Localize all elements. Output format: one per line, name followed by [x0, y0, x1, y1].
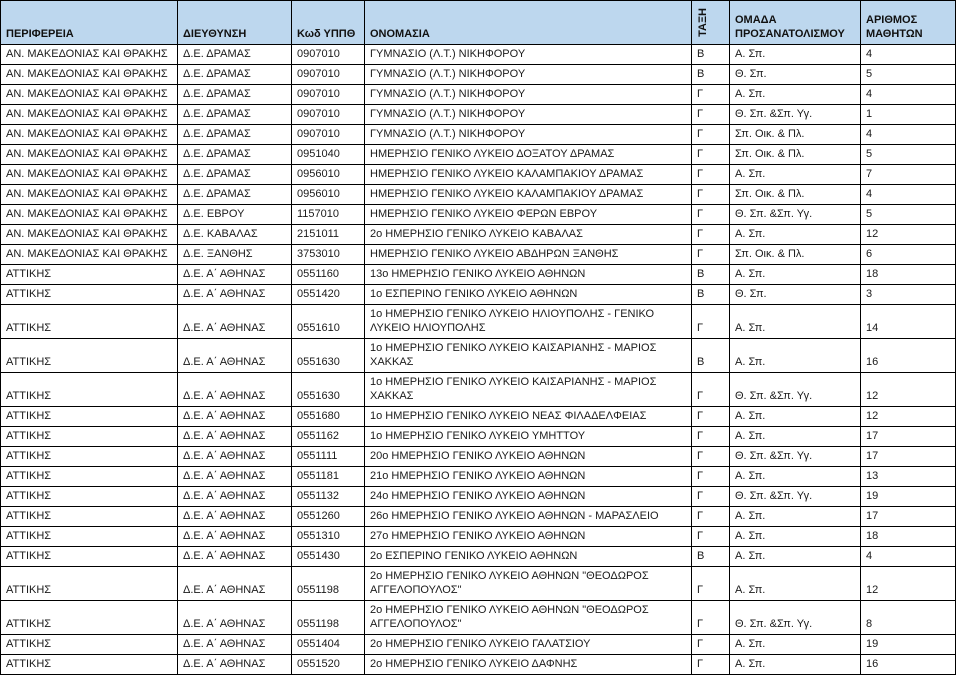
cell-directorate: Δ.Ε. Α΄ ΑΘΗΝΑΣ: [178, 407, 292, 427]
cell-student-count: 4: [861, 85, 956, 105]
cell-directorate: Δ.Ε. Α΄ ΑΘΗΝΑΣ: [178, 339, 292, 373]
cell-orientation-group: Σπ. Οικ. & Πλ.: [730, 125, 861, 145]
table-row: [1, 601, 956, 635]
cell-class: Β: [692, 45, 730, 65]
cell-student-count: 18: [861, 527, 956, 547]
cell-name: ΓΥΜΝΑΣΙΟ (Λ.Τ.) ΝΙΚΗΦΟΡΟΥ: [365, 65, 692, 85]
cell-code: 0551404: [292, 635, 365, 655]
cell-code: 0551310: [292, 527, 365, 547]
cell-student-count: 3: [861, 285, 956, 305]
cell-name: 21ο ΗΜΕΡΗΣΙΟ ΓΕΝΙΚΟ ΛΥΚΕΙΟ ΑΘΗΝΩΝ: [365, 467, 692, 487]
cell-code: 0956010: [292, 185, 365, 205]
table-row: [1, 205, 956, 225]
cell-orientation-group: Σπ. Οικ. & Πλ.: [730, 185, 861, 205]
cell-directorate: Δ.Ε. Α΄ ΑΘΗΝΑΣ: [178, 373, 292, 407]
table-row: [1, 339, 956, 373]
table-row: [1, 527, 956, 547]
cell-name: ΓΥΜΝΑΣΙΟ (Λ.Τ.) ΝΙΚΗΦΟΡΟΥ: [365, 85, 692, 105]
table-row: [1, 635, 956, 655]
cell-code: 0907010: [292, 85, 365, 105]
cell-student-count: 18: [861, 265, 956, 285]
header-class-label: ΤΑΞΗ: [697, 8, 709, 37]
cell-class: Γ: [692, 567, 730, 601]
table-row: [1, 45, 956, 65]
cell-orientation-group: Α. Σπ.: [730, 45, 861, 65]
header-directorate: ΔΙΕΥΘΥΝΣΗ: [178, 1, 292, 45]
table-row: [1, 145, 956, 165]
cell-student-count: 19: [861, 635, 956, 655]
cell-code: 0907010: [292, 125, 365, 145]
cell-class: Γ: [692, 601, 730, 635]
cell-orientation-group: Θ. Σπ. &Σπ. Υγ.: [730, 447, 861, 467]
cell-region: ΑΤΤΙΚΗΣ: [1, 427, 178, 447]
table-body: [1, 45, 956, 675]
table-row: [1, 245, 956, 265]
cell-directorate: Δ.Ε. ΔΡΑΜΑΣ: [178, 145, 292, 165]
cell-region: ΑΤΤΙΚΗΣ: [1, 467, 178, 487]
cell-code: 3753010: [292, 245, 365, 265]
cell-directorate: Δ.Ε. Α΄ ΑΘΗΝΑΣ: [178, 567, 292, 601]
cell-code: 0551111: [292, 447, 365, 467]
table-row: [1, 265, 956, 285]
cell-region: ΑΤΤΙΚΗΣ: [1, 407, 178, 427]
cell-orientation-group: Θ. Σπ. &Σπ. Υγ.: [730, 601, 861, 635]
cell-directorate: Δ.Ε. ΔΡΑΜΑΣ: [178, 45, 292, 65]
cell-directorate: Δ.Ε. ΕΒΡΟΥ: [178, 205, 292, 225]
cell-name: ΗΜΕΡΗΣΙΟ ΓΕΝΙΚΟ ΛΥΚΕΙΟ ΑΒΔΗΡΩΝ ΞΑΝΘΗΣ: [365, 245, 692, 265]
cell-name: 2ο ΗΜΕΡΗΣΙΟ ΓΕΝΙΚΟ ΛΥΚΕΙΟ ΓΑΛΑΤΣΙΟΥ: [365, 635, 692, 655]
cell-code: 0551680: [292, 407, 365, 427]
cell-region: ΑΤΤΙΚΗΣ: [1, 339, 178, 373]
cell-code: 0551160: [292, 265, 365, 285]
cell-student-count: 17: [861, 427, 956, 447]
cell-student-count: 12: [861, 407, 956, 427]
cell-student-count: 17: [861, 447, 956, 467]
cell-student-count: 12: [861, 225, 956, 245]
cell-name: 1ο ΗΜΕΡΗΣΙΟ ΓΕΝΙΚΟ ΛΥΚΕΙΟ ΚΑΙΣΑΡΙΑΝΗΣ - ΜΑΡΙΟΣ ΧΑΚΚΑΣ: [365, 339, 692, 373]
cell-orientation-group: Α. Σπ.: [730, 635, 861, 655]
header-code: Κωδ ΥΠΠΘ: [292, 1, 365, 45]
cell-orientation-group: Σπ. Οικ. & Πλ.: [730, 245, 861, 265]
cell-region: ΑΤΤΙΚΗΣ: [1, 373, 178, 407]
table-row: [1, 655, 956, 675]
cell-class: Γ: [692, 427, 730, 447]
table-row: [1, 105, 956, 125]
cell-directorate: Δ.Ε. Α΄ ΑΘΗΝΑΣ: [178, 635, 292, 655]
cell-directorate: Δ.Ε. ΔΡΑΜΑΣ: [178, 65, 292, 85]
header-orientation-group: ΟΜΑΔΑ ΠΡΟΣΑΝΑΤΟΛΙΣΜΟΥ: [730, 1, 861, 45]
cell-directorate: Δ.Ε. Α΄ ΑΘΗΝΑΣ: [178, 487, 292, 507]
cell-orientation-group: Θ. Σπ. &Σπ. Υγ.: [730, 487, 861, 507]
cell-code: 0551430: [292, 547, 365, 567]
cell-code: 0551630: [292, 373, 365, 407]
cell-class: Γ: [692, 487, 730, 507]
cell-orientation-group: Θ. Σπ.: [730, 65, 861, 85]
cell-student-count: 4: [861, 125, 956, 145]
cell-class: Β: [692, 547, 730, 567]
cell-region: ΑΝ. ΜΑΚΕΔΟΝΙΑΣ ΚΑΙ ΘΡΑΚΗΣ: [1, 225, 178, 245]
cell-region: ΑΤΤΙΚΗΣ: [1, 527, 178, 547]
cell-directorate: Δ.Ε. Α΄ ΑΘΗΝΑΣ: [178, 467, 292, 487]
table-row: [1, 447, 956, 467]
cell-region: ΑΤΤΙΚΗΣ: [1, 265, 178, 285]
cell-code: 0951040: [292, 145, 365, 165]
cell-class: Β: [692, 339, 730, 373]
cell-student-count: 4: [861, 185, 956, 205]
cell-class: Γ: [692, 507, 730, 527]
cell-region: ΑΤΤΙΚΗΣ: [1, 507, 178, 527]
table-header-row: [1, 1, 956, 45]
cell-student-count: 8: [861, 601, 956, 635]
cell-orientation-group: Σπ. Οικ. & Πλ.: [730, 145, 861, 165]
cell-code: 0551630: [292, 339, 365, 373]
cell-student-count: 14: [861, 305, 956, 339]
cell-code: 0907010: [292, 65, 365, 85]
cell-code: 0907010: [292, 105, 365, 125]
cell-orientation-group: Α. Σπ.: [730, 527, 861, 547]
cell-region: ΑΝ. ΜΑΚΕΔΟΝΙΑΣ ΚΑΙ ΘΡΑΚΗΣ: [1, 45, 178, 65]
cell-orientation-group: Α. Σπ.: [730, 467, 861, 487]
cell-code: 0551520: [292, 655, 365, 675]
table-row: [1, 407, 956, 427]
cell-name: 2ο ΗΜΕΡΗΣΙΟ ΓΕΝΙΚΟ ΛΥΚΕΙΟ ΑΘΗΝΩΝ "ΘΕΟΔΩΡΟΣ ΑΓΓΕΛΟΠΟΥΛΟΣ": [365, 601, 692, 635]
table-row: [1, 567, 956, 601]
cell-name: ΓΥΜΝΑΣΙΟ (Λ.Τ.) ΝΙΚΗΦΟΡΟΥ: [365, 125, 692, 145]
cell-student-count: 13: [861, 467, 956, 487]
cell-class: Β: [692, 285, 730, 305]
cell-student-count: 5: [861, 205, 956, 225]
cell-code: 0551198: [292, 601, 365, 635]
cell-region: ΑΝ. ΜΑΚΕΔΟΝΙΑΣ ΚΑΙ ΘΡΑΚΗΣ: [1, 205, 178, 225]
cell-orientation-group: Α. Σπ.: [730, 655, 861, 675]
cell-orientation-group: Α. Σπ.: [730, 547, 861, 567]
cell-directorate: Δ.Ε. ΔΡΑΜΑΣ: [178, 125, 292, 145]
table-row: [1, 467, 956, 487]
table-row: [1, 427, 956, 447]
cell-class: Γ: [692, 407, 730, 427]
table-row: [1, 547, 956, 567]
cell-student-count: 7: [861, 165, 956, 185]
cell-code: 0551420: [292, 285, 365, 305]
header-class: [692, 1, 730, 45]
cell-class: Β: [692, 65, 730, 85]
cell-orientation-group: Α. Σπ.: [730, 85, 861, 105]
cell-student-count: 16: [861, 339, 956, 373]
cell-region: ΑΤΤΙΚΗΣ: [1, 635, 178, 655]
cell-student-count: 1: [861, 105, 956, 125]
cell-name: 13ο ΗΜΕΡΗΣΙΟ ΓΕΝΙΚΟ ΛΥΚΕΙΟ ΑΘΗΝΩΝ: [365, 265, 692, 285]
cell-student-count: 5: [861, 65, 956, 85]
cell-name: 1ο ΕΣΠΕΡΙΝΟ ΓΕΝΙΚΟ ΛΥΚΕΙΟ ΑΘΗΝΩΝ: [365, 285, 692, 305]
cell-orientation-group: Α. Σπ.: [730, 407, 861, 427]
cell-code: 0956010: [292, 165, 365, 185]
cell-region: ΑΝ. ΜΑΚΕΔΟΝΙΑΣ ΚΑΙ ΘΡΑΚΗΣ: [1, 165, 178, 185]
cell-orientation-group: Α. Σπ.: [730, 225, 861, 245]
cell-directorate: Δ.Ε. Α΄ ΑΘΗΝΑΣ: [178, 427, 292, 447]
cell-code: 0551260: [292, 507, 365, 527]
cell-region: ΑΝ. ΜΑΚΕΔΟΝΙΑΣ ΚΑΙ ΘΡΑΚΗΣ: [1, 105, 178, 125]
cell-orientation-group: Α. Σπ.: [730, 427, 861, 447]
cell-region: ΑΝ. ΜΑΚΕΔΟΝΙΑΣ ΚΑΙ ΘΡΑΚΗΣ: [1, 125, 178, 145]
cell-class: Γ: [692, 205, 730, 225]
cell-code: 0551610: [292, 305, 365, 339]
cell-directorate: Δ.Ε. ΔΡΑΜΑΣ: [178, 85, 292, 105]
header-name: ΟΝΟΜΑΣΙΑ: [365, 1, 692, 45]
cell-code: 0551181: [292, 467, 365, 487]
cell-class: Γ: [692, 527, 730, 547]
cell-code: 2151011: [292, 225, 365, 245]
cell-class: Γ: [692, 373, 730, 407]
cell-orientation-group: Α. Σπ.: [730, 265, 861, 285]
cell-class: Γ: [692, 145, 730, 165]
cell-directorate: Δ.Ε. Α΄ ΑΘΗΝΑΣ: [178, 265, 292, 285]
cell-name: ΗΜΕΡΗΣΙΟ ΓΕΝΙΚΟ ΛΥΚΕΙΟ ΔΟΞΑΤΟΥ ΔΡΑΜΑΣ: [365, 145, 692, 165]
table-row: [1, 373, 956, 407]
table-row: [1, 185, 956, 205]
cell-name: ΗΜΕΡΗΣΙΟ ΓΕΝΙΚΟ ΛΥΚΕΙΟ ΚΑΛΑΜΠΑΚΙΟΥ ΔΡΑΜΑΣ: [365, 165, 692, 185]
table-row: [1, 225, 956, 245]
cell-directorate: Δ.Ε. Α΄ ΑΘΗΝΑΣ: [178, 285, 292, 305]
cell-orientation-group: Α. Σπ.: [730, 339, 861, 373]
table-row: [1, 165, 956, 185]
cell-directorate: Δ.Ε. Α΄ ΑΘΗΝΑΣ: [178, 447, 292, 467]
cell-orientation-group: Θ. Σπ. &Σπ. Υγ.: [730, 373, 861, 407]
cell-name: 2ο ΗΜΕΡΗΣΙΟ ΓΕΝΙΚΟ ΛΥΚΕΙΟ ΔΑΦΝΗΣ: [365, 655, 692, 675]
cell-name: 26ο ΗΜΕΡΗΣΙΟ ΓΕΝΙΚΟ ΛΥΚΕΙΟ ΑΘΗΝΩΝ - ΜΑΡΑΣΛΕΙΟ: [365, 507, 692, 527]
cell-region: ΑΤΤΙΚΗΣ: [1, 567, 178, 601]
cell-name: ΗΜΕΡΗΣΙΟ ΓΕΝΙΚΟ ΛΥΚΕΙΟ ΚΑΛΑΜΠΑΚΙΟΥ ΔΡΑΜΑΣ: [365, 185, 692, 205]
cell-class: Γ: [692, 635, 730, 655]
cell-directorate: Δ.Ε. Α΄ ΑΘΗΝΑΣ: [178, 655, 292, 675]
table-row: [1, 65, 956, 85]
cell-directorate: Δ.Ε. ΔΡΑΜΑΣ: [178, 165, 292, 185]
cell-class: Γ: [692, 185, 730, 205]
cell-student-count: 12: [861, 567, 956, 601]
cell-orientation-group: Α. Σπ.: [730, 507, 861, 527]
cell-class: Γ: [692, 125, 730, 145]
cell-code: 0551162: [292, 427, 365, 447]
cell-class: Β: [692, 265, 730, 285]
cell-name: 1ο ΗΜΕΡΗΣΙΟ ΓΕΝΙΚΟ ΛΥΚΕΙΟ ΚΑΙΣΑΡΙΑΝΗΣ - ΜΑΡΙΟΣ ΧΑΚΚΑΣ: [365, 373, 692, 407]
cell-name: 2ο ΕΣΠΕΡΙΝΟ ΓΕΝΙΚΟ ΛΥΚΕΙΟ ΑΘΗΝΩΝ: [365, 547, 692, 567]
cell-class: Γ: [692, 225, 730, 245]
cell-directorate: Δ.Ε. Α΄ ΑΘΗΝΑΣ: [178, 547, 292, 567]
cell-name: 24ο ΗΜΕΡΗΣΙΟ ΓΕΝΙΚΟ ΛΥΚΕΙΟ ΑΘΗΝΩΝ: [365, 487, 692, 507]
cell-class: Γ: [692, 655, 730, 675]
cell-orientation-group: Α. Σπ.: [730, 305, 861, 339]
cell-name: 27ο ΗΜΕΡΗΣΙΟ ΓΕΝΙΚΟ ΛΥΚΕΙΟ ΑΘΗΝΩΝ: [365, 527, 692, 547]
cell-directorate: Δ.Ε. Α΄ ΑΘΗΝΑΣ: [178, 601, 292, 635]
cell-name: ΓΥΜΝΑΣΙΟ (Λ.Τ.) ΝΙΚΗΦΟΡΟΥ: [365, 45, 692, 65]
cell-region: ΑΤΤΙΚΗΣ: [1, 447, 178, 467]
cell-region: ΑΝ. ΜΑΚΕΔΟΝΙΑΣ ΚΑΙ ΘΡΑΚΗΣ: [1, 185, 178, 205]
cell-orientation-group: Θ. Σπ. &Σπ. Υγ.: [730, 205, 861, 225]
header-student-count: ΑΡΙΘΜΟΣ ΜΑΘΗΤΩΝ: [861, 1, 956, 45]
cell-region: ΑΤΤΙΚΗΣ: [1, 547, 178, 567]
cell-region: ΑΝ. ΜΑΚΕΔΟΝΙΑΣ ΚΑΙ ΘΡΑΚΗΣ: [1, 65, 178, 85]
cell-region: ΑΤΤΙΚΗΣ: [1, 285, 178, 305]
cell-student-count: 6: [861, 245, 956, 265]
cell-region: ΑΝ. ΜΑΚΕΔΟΝΙΑΣ ΚΑΙ ΘΡΑΚΗΣ: [1, 85, 178, 105]
cell-directorate: Δ.Ε. ΔΡΑΜΑΣ: [178, 105, 292, 125]
cell-code: 0551198: [292, 567, 365, 601]
cell-region: ΑΤΤΙΚΗΣ: [1, 601, 178, 635]
cell-student-count: 4: [861, 45, 956, 65]
cell-orientation-group: Θ. Σπ. &Σπ. Υγ.: [730, 105, 861, 125]
cell-code: 0907010: [292, 45, 365, 65]
cell-student-count: 16: [861, 655, 956, 675]
cell-student-count: 4: [861, 547, 956, 567]
cell-class: Γ: [692, 467, 730, 487]
cell-code: 0551132: [292, 487, 365, 507]
cell-code: 1157010: [292, 205, 365, 225]
cell-student-count: 5: [861, 145, 956, 165]
cell-directorate: Δ.Ε. ΞΑΝΘΗΣ: [178, 245, 292, 265]
cell-orientation-group: Θ. Σπ.: [730, 285, 861, 305]
cell-directorate: Δ.Ε. Α΄ ΑΘΗΝΑΣ: [178, 305, 292, 339]
cell-directorate: Δ.Ε. Α΄ ΑΘΗΝΑΣ: [178, 507, 292, 527]
cell-name: 2ο ΗΜΕΡΗΣΙΟ ΓΕΝΙΚΟ ΛΥΚΕΙΟ ΚΑΒΑΛΑΣ: [365, 225, 692, 245]
cell-name: ΗΜΕΡΗΣΙΟ ΓΕΝΙΚΟ ΛΥΚΕΙΟ ΦΕΡΩΝ ΕΒΡΟΥ: [365, 205, 692, 225]
cell-directorate: Δ.Ε. ΚΑΒΑΛΑΣ: [178, 225, 292, 245]
cell-class: Γ: [692, 447, 730, 467]
table-row: [1, 507, 956, 527]
header-region: ΠΕΡΙΦΕΡΕΙΑ: [1, 1, 178, 45]
table-row: [1, 305, 956, 339]
table-row: [1, 85, 956, 105]
cell-orientation-group: Α. Σπ.: [730, 567, 861, 601]
cell-class: Γ: [692, 165, 730, 185]
cell-class: Γ: [692, 305, 730, 339]
table-row: [1, 285, 956, 305]
cell-student-count: 17: [861, 507, 956, 527]
cell-class: Γ: [692, 245, 730, 265]
cell-student-count: 19: [861, 487, 956, 507]
cell-region: ΑΤΤΙΚΗΣ: [1, 305, 178, 339]
cell-region: ΑΝ. ΜΑΚΕΔΟΝΙΑΣ ΚΑΙ ΘΡΑΚΗΣ: [1, 245, 178, 265]
cell-region: ΑΤΤΙΚΗΣ: [1, 487, 178, 507]
cell-name: ΓΥΜΝΑΣΙΟ (Λ.Τ.) ΝΙΚΗΦΟΡΟΥ: [365, 105, 692, 125]
cell-name: 1ο ΗΜΕΡΗΣΙΟ ΓΕΝΙΚΟ ΛΥΚΕΙΟ ΗΛΙΟΥΠΟΛΗΣ - ΓΕΝΙΚΟ ΛΥΚΕΙΟ ΗΛΙΟΥΠΟΛΗΣ: [365, 305, 692, 339]
cell-name: 2ο ΗΜΕΡΗΣΙΟ ΓΕΝΙΚΟ ΛΥΚΕΙΟ ΑΘΗΝΩΝ "ΘΕΟΔΩΡΟΣ ΑΓΓΕΛΟΠΟΥΛΟΣ": [365, 567, 692, 601]
cell-name: 1ο ΗΜΕΡΗΣΙΟ ΓΕΝΙΚΟ ΛΥΚΕΙΟ ΝΕΑΣ ΦΙΛΑΔΕΛΦΕΙΑΣ: [365, 407, 692, 427]
cell-name: 20ο ΗΜΕΡΗΣΙΟ ΓΕΝΙΚΟ ΛΥΚΕΙΟ ΑΘΗΝΩΝ: [365, 447, 692, 467]
table-row: [1, 125, 956, 145]
cell-region: ΑΤΤΙΚΗΣ: [1, 655, 178, 675]
cell-class: Γ: [692, 105, 730, 125]
cell-name: 1ο ΗΜΕΡΗΣΙΟ ΓΕΝΙΚΟ ΛΥΚΕΙΟ ΥΜΗΤΤΟΥ: [365, 427, 692, 447]
cell-orientation-group: Α. Σπ.: [730, 165, 861, 185]
cell-class: Γ: [692, 85, 730, 105]
cell-directorate: Δ.Ε. Α΄ ΑΘΗΝΑΣ: [178, 527, 292, 547]
cell-student-count: 12: [861, 373, 956, 407]
table-row: [1, 487, 956, 507]
cell-directorate: Δ.Ε. ΔΡΑΜΑΣ: [178, 185, 292, 205]
cell-region: ΑΝ. ΜΑΚΕΔΟΝΙΑΣ ΚΑΙ ΘΡΑΚΗΣ: [1, 145, 178, 165]
